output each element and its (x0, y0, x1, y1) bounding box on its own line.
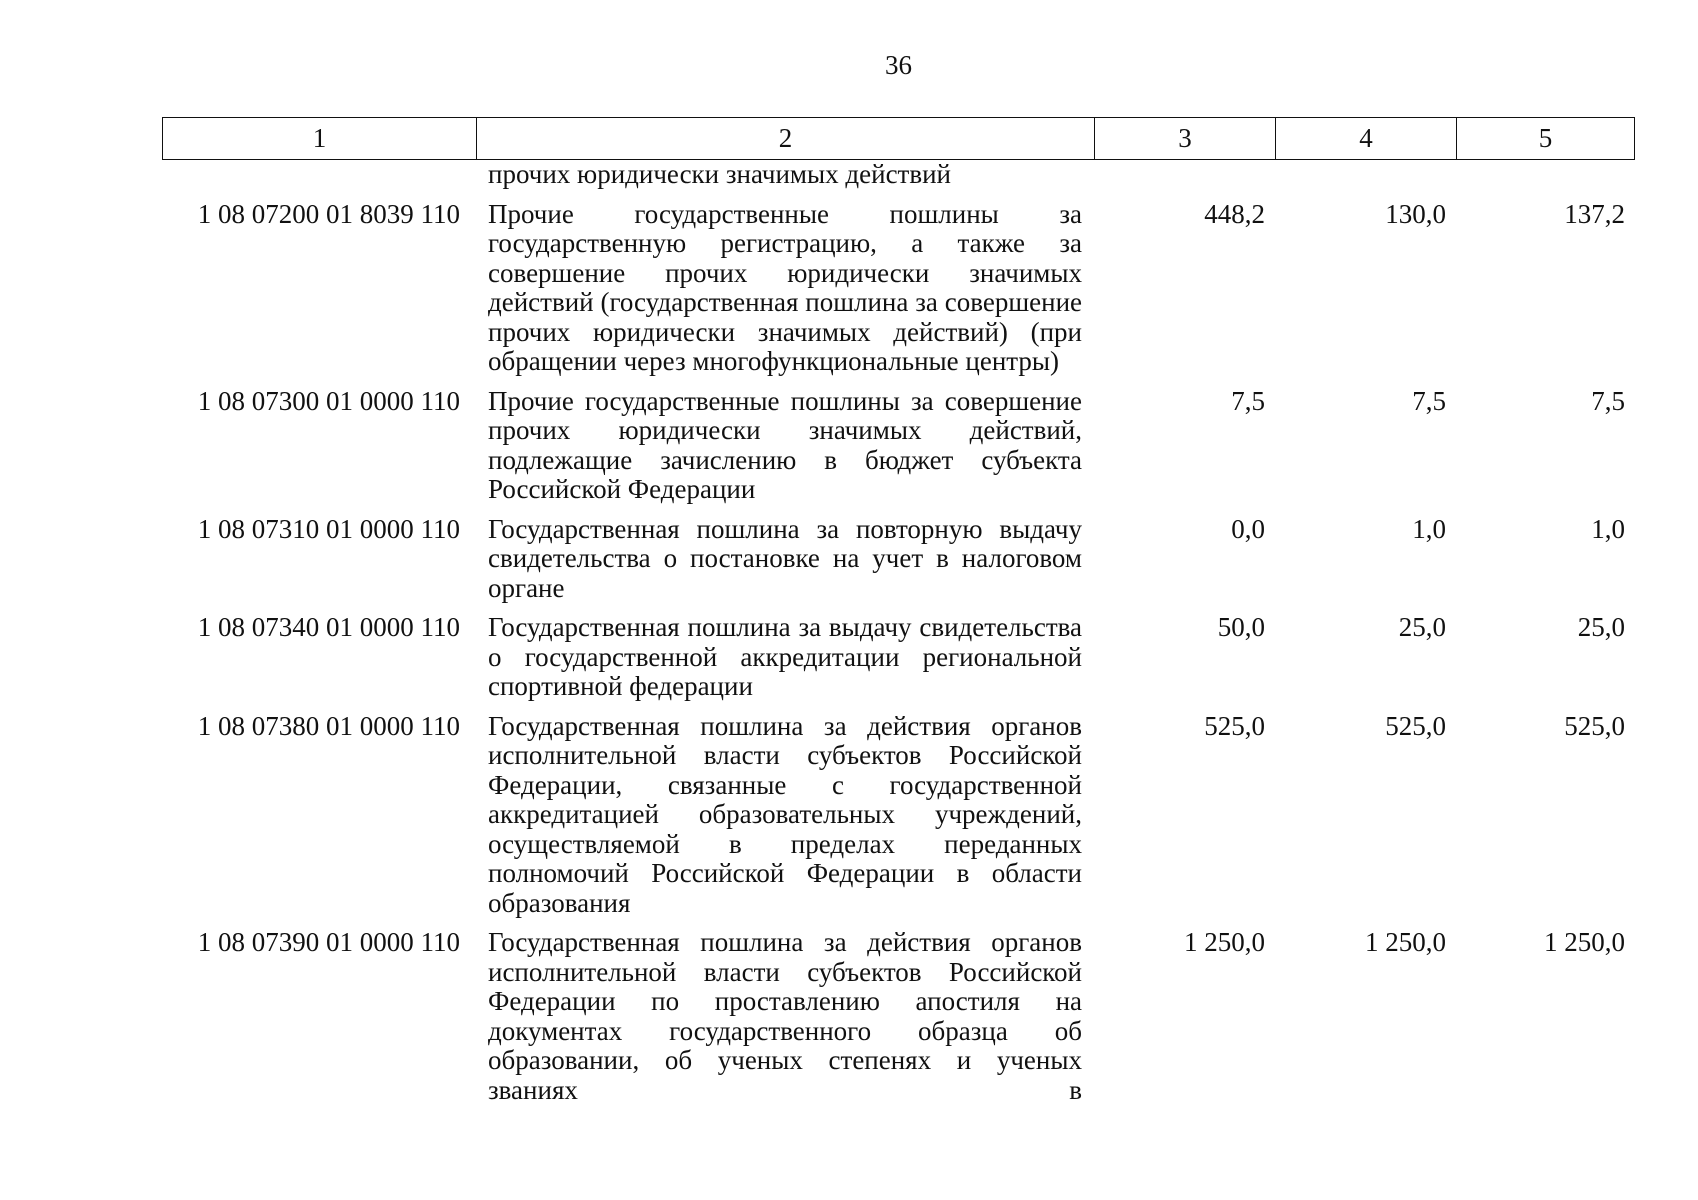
budget-code: 1 08 07200 01 8039 110 (197, 198, 460, 229)
value-col-5: 525,0 (1564, 710, 1625, 741)
value-col-3: 50,0 (1217, 612, 1265, 642)
row-description: Государственная пошлина за действия органов исполнительной власти субъектов Российской Федерации по проставлению апостиля на документах государственного образца об образовании, об ученых степенях и ученых званиях в (488, 927, 1082, 1105)
row-description: Прочие государственные пошлины за государственную регистрацию, а также за совершение прочих юридически значимых действий (государственная пошлина за совершение прочих юридически значимых действий) (при обращении через многофункциональные центры) (488, 198, 1082, 376)
value-col-5: 7,5 (1591, 385, 1625, 416)
value-col-5: 1 250,0 (1544, 927, 1625, 957)
value-col-3: 1 250,0 (1184, 927, 1265, 957)
continuation-row (162, 160, 1635, 190)
value-col-4: 525,0 (1385, 710, 1446, 741)
table-row (162, 387, 1635, 505)
table-row (162, 928, 1635, 1105)
value-col-4: 7,5 (1412, 385, 1446, 416)
table-body (162, 160, 1635, 1105)
value-col-3: 7,5 (1231, 385, 1265, 416)
budget-code: 1 08 07310 01 0000 110 (197, 513, 460, 544)
column-header-2: 2 (477, 118, 1095, 159)
row-description: Государственная пошлина за действия органов исполнительной власти субъектов Российской Федерации, связанные с государственной аккредитацией образовательных учреждений, осуществляемой в пределах переданных полномочий Российской Федерации в области образования (488, 710, 1082, 918)
value-col-5: 137,2 (1564, 198, 1625, 229)
table-row (162, 613, 1635, 702)
table-row (162, 200, 1635, 377)
row-description: Государственная пошлина за выдачу свидетельства о государственной аккредитации региональной спортивной федерации (488, 612, 1082, 701)
table-header (162, 117, 1635, 160)
column-header-4: 4 (1276, 118, 1457, 159)
row-description: Прочие государственные пошлины за совершение прочих юридически значимых действий, подлежащие зачислению в бюджет субъекта Российской Федерации (488, 385, 1082, 504)
page-number: 36 (885, 50, 912, 80)
value-col-4: 1,0 (1412, 513, 1446, 544)
value-col-4: 25,0 (1398, 612, 1446, 642)
column-header-1: 1 (163, 118, 477, 159)
value-col-4: 130,0 (1385, 198, 1446, 229)
table-row (162, 712, 1635, 919)
value-col-3: 0,0 (1231, 513, 1265, 544)
budget-code: 1 08 07340 01 0000 110 (197, 612, 460, 642)
column-header-5: 5 (1538, 123, 1553, 153)
row-description: Государственная пошлина за повторную выдачу свидетельства о постановке на учет в налоговом органе (488, 513, 1082, 603)
budget-code: 1 08 07380 01 0000 110 (197, 710, 460, 741)
table-row (162, 515, 1635, 604)
value-col-3: 525,0 (1204, 710, 1265, 741)
value-col-5: 25,0 (1577, 612, 1625, 642)
continuation-text: прочих юридически значимых действий (488, 159, 951, 189)
budget-code: 1 08 07390 01 0000 110 (197, 927, 460, 957)
value-col-3: 448,2 (1204, 198, 1265, 229)
budget-code: 1 08 07300 01 0000 110 (197, 385, 460, 416)
value-col-4: 1 250,0 (1365, 927, 1446, 957)
column-header-3: 3 (1095, 118, 1276, 159)
value-col-5: 1,0 (1591, 513, 1625, 544)
